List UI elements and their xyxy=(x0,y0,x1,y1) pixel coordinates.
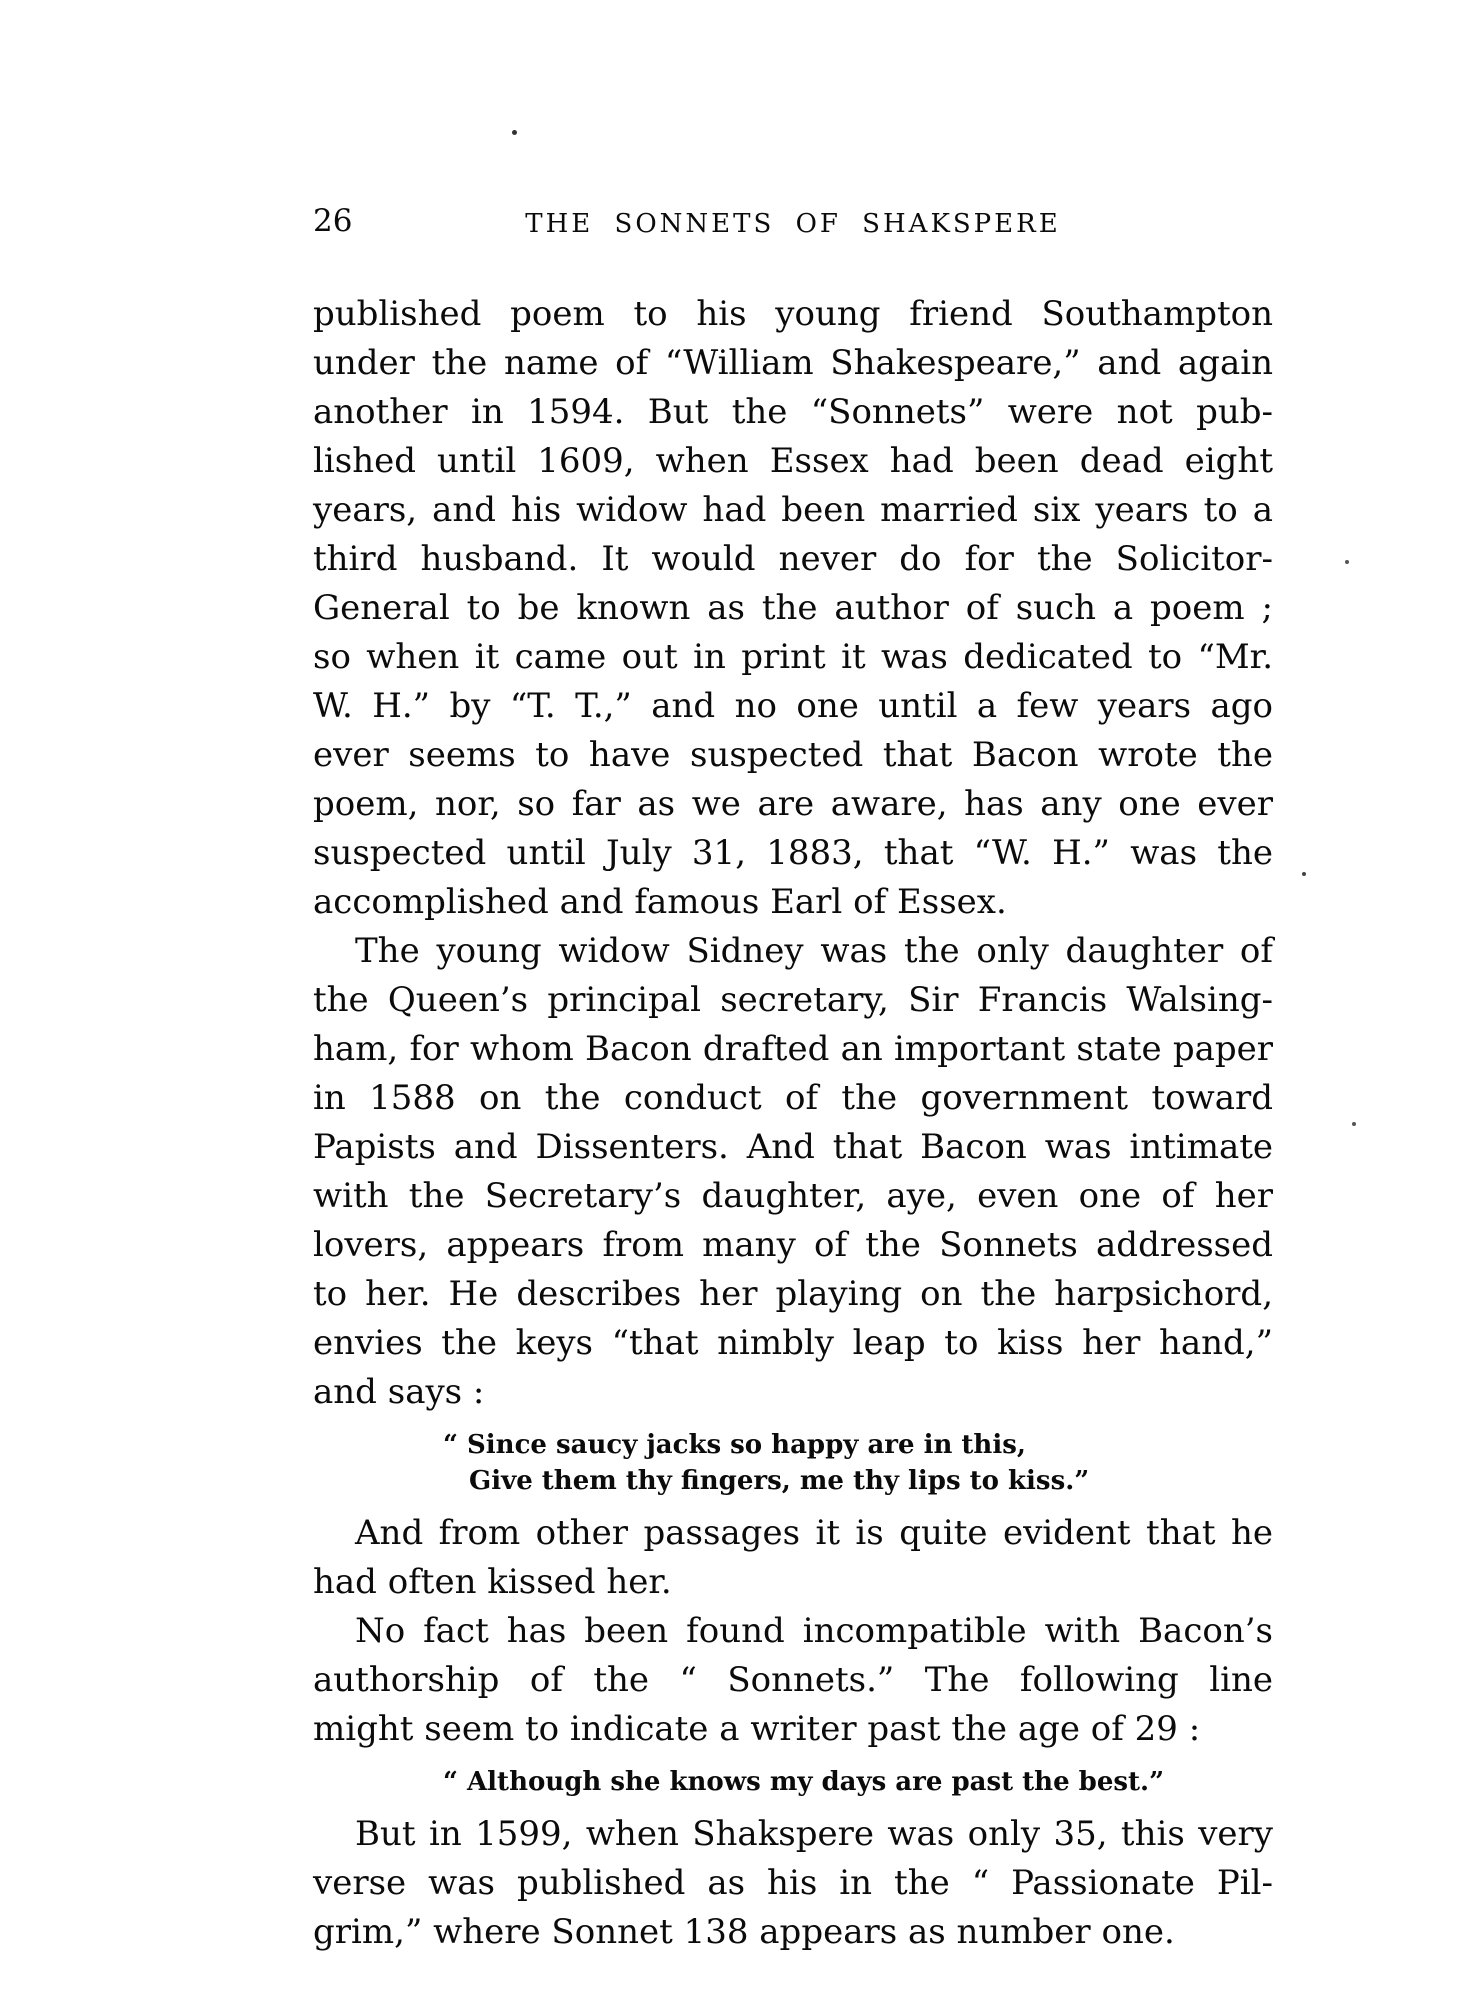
paragraph xyxy=(313,1509,1273,1607)
text-line: in 1588 on the conduct of the government toward xyxy=(313,1078,1273,1118)
scan-speck xyxy=(512,130,517,135)
text-column xyxy=(313,202,1273,1957)
page-number: 26 xyxy=(313,203,353,239)
scan-speck xyxy=(1345,560,1349,564)
text-line: ever seems to have suspected that Bacon wrote the xyxy=(313,735,1273,775)
text-line: verse was published as his in the “ Passionate Pil- xyxy=(313,1863,1273,1903)
text-line: But in 1599, when Shakspere was only 35, this very xyxy=(355,1814,1273,1854)
text-line: ham, for whom Bacon drafted an important state paper xyxy=(313,1029,1273,1069)
text-line: authorship of the “ Sonnets.” The following line xyxy=(313,1660,1273,1700)
text-line: so when it came out in print it was dedicated to “Mr. xyxy=(313,637,1273,677)
text-line: the Queen’s principal secretary, Sir Francis Walsing- xyxy=(313,980,1273,1020)
paragraph xyxy=(313,1607,1273,1754)
text-line: lished until 1609, when Essex had been dead eight xyxy=(313,441,1273,481)
text-line: W. H.” by “T. T.,” and no one until a few years ago xyxy=(313,686,1273,726)
text-line: envies the keys “that nimbly leap to kiss her hand,” xyxy=(313,1323,1273,1363)
text-line: “ Since saucy jacks so happy are in this, xyxy=(443,1430,1026,1460)
text-line: and says : xyxy=(313,1372,485,1412)
text-line: lovers, appears from many of the Sonnets addressed xyxy=(313,1225,1273,1265)
text-line: might seem to indicate a writer past the age of 29 : xyxy=(313,1709,1201,1749)
verse-quote xyxy=(443,1427,1273,1499)
scan-speck xyxy=(1302,872,1306,876)
text-line: Papists and Dissenters. And that Bacon was intimate xyxy=(313,1127,1273,1167)
text-line: years, and his widow had been married six years to a xyxy=(313,490,1273,530)
text-line: And from other passages it is quite evident that he xyxy=(355,1513,1273,1553)
text-line: under the name of “William Shakespeare,” and again xyxy=(313,343,1273,383)
text-line: to her. He describes her playing on the harpsichord, xyxy=(313,1274,1273,1314)
text-line: another in 1594. But the “Sonnets” were not pub- xyxy=(313,392,1273,432)
text-line: Give them thy fingers, me thy lips to kiss.” xyxy=(469,1466,1090,1496)
text-line: accomplished and famous Earl of Essex. xyxy=(313,882,1007,922)
text-line: published poem to his young friend Southampton xyxy=(313,294,1273,334)
scan-speck xyxy=(1352,1122,1356,1126)
text-line: suspected until July 31, 1883, that “W. H.” was the xyxy=(313,833,1273,873)
text-line: General to be known as the author of such a poem ; xyxy=(313,588,1273,628)
text-line: with the Secretary’s daughter, aye, even one of her xyxy=(313,1176,1273,1216)
verse-quote xyxy=(443,1764,1273,1800)
text-body xyxy=(313,290,1273,1957)
paragraph xyxy=(313,927,1273,1417)
text-line: The young widow Sidney was the only daughter of xyxy=(355,931,1273,971)
paragraph xyxy=(313,290,1273,927)
running-header-title: THE SONNETS OF SHAKSPERE xyxy=(525,209,1061,239)
page-header xyxy=(313,202,1273,242)
text-line: poem, nor, so far as we are aware, has any one ever xyxy=(313,784,1273,824)
text-line: No fact has been found incompatible with Bacon’s xyxy=(355,1611,1273,1651)
text-line: “ Although she knows my days are past the best.” xyxy=(443,1767,1165,1797)
text-line: had often kissed her. xyxy=(313,1562,672,1602)
text-line: grim,” where Sonnet 138 appears as number one. xyxy=(313,1912,1175,1952)
paragraph xyxy=(313,1810,1273,1957)
text-line: third husband. It would never do for the Solicitor- xyxy=(313,539,1273,579)
